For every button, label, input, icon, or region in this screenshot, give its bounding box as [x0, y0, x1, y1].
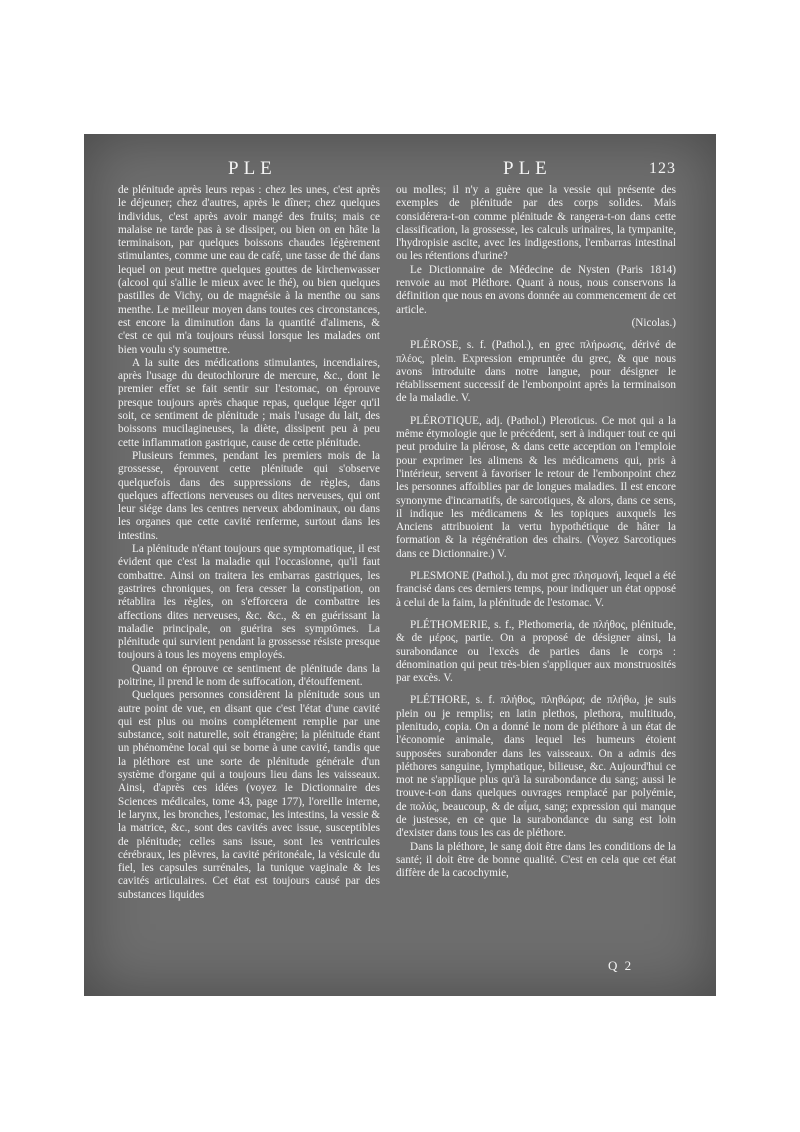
paragraph: Quand on éprouve ce sentiment de plénitude dans la poitrine, il prend le nom de suffocation, d'étouffement.	[118, 662, 380, 688]
paragraph: de plénitude après leurs repas : chez les unes, c'est après le déjeuner; chez d'autres, après le dîner; chez quelques individus, c'est après avoir mangé des fruits; mais ce malaise ne tarde pas à se dissiper, ou bien on en hâte la terminaison, par quelques boissons chaudes légèrement stimulantes, comme une eau de café, une tasse de thé dans lequel on peut mettre quelques gouttes de kirchenwasser (alcool qui s'allie le mieux avec le thé), ou bien quelques pastilles de Vichy, ou de magnésie à la menthe ou sans menthe. Le meilleur moyen dans toutes ces circonstances, est encore la diminution dans la quantité d'alimens, & c'est ce qui m'a toujours réussi lorsque les malades ont bien voulu s'y soumettre.	[118, 184, 380, 356]
paragraph: Dans la pléthore, le sang doit être dans les conditions de la santé; il doit être de bonne qualité. C'est en cela que cet état diffère de la cacochymie,	[396, 840, 676, 880]
paragraph: ou molles; il n'y a guère que la vessie qui présente des exemples de plénitude par des corps solides. Mais considérera-t-on comme plénitude & rangera-t-on dans cette classification, la grossesse, les calculs urinaires, la tympanite, l'hydropisie ascite, avec les indigestions, l'embarras intestinal ou les rétentions d'urine?	[396, 184, 676, 263]
entry-plerotique: PLÉROTIQUE, adj. (Pathol.) Pleroticus. Ce mot qui a la même étymologie que le précédent, sert à indiquer tout ce qui peut produire la plérose, & dans cette acception on l'emploie pour exprimer les alimens & les médicamens qui, pris à l'intérieur, servent à favoriser le retour de l'embonpoint chez les personnes affoiblies par de longues maladies. Il est encore synonyme d'incarnatifs, de sarcotiques, & alors, dans ce sens, il indique les médicamens & les topiques auxquels les Anciens attribuoient la vertu hypothétique de hâter la formation & la régénération des chairs. (Voyez Sarcotiques dans ce Dictionnaire.) V.	[396, 414, 676, 560]
left-column	[118, 184, 380, 902]
paragraph: Plusieurs femmes, pendant les premiers mois de la grossesse, éprouvent cette plénitude qui s'observe quelquefois dans des suppressions de règles, dans quelques affections nerveuses ou dites nerveuses, qui ont leur siége dans les centres nerveux abdominaux, ou dans les organes que cette cavité renferme, surtout dans les intestins.	[118, 449, 380, 542]
paragraph: La plénitude n'étant toujours que symptomatique, il est évident que c'est la maladie qui l'occasionne, qu'il faut combattre. Ainsi on traitera les embarras gastriques, les gastrires chroniques, on fera cesser la constipation, on rétablira les règles, on s'efforcera de combattre les affections dites nerveuses, &c. &c., & en guérissant la maladie principale, on guérira ses symptômes. La plénitude qui survient pendant la grossesse résiste presque toujours à tous les moyens employés.	[118, 543, 380, 662]
right-column	[396, 184, 676, 881]
paragraph: Quelques personnes considèrent la plénitude sous un autre point de vue, en disant que c'est l'état d'une cavité qui est plus ou moins complétement remplie par une substance, soit naturelle, soit étrangère; la plénitude étant un phénomène local qui se borne à une cavité, tandis que la pléthore est une sorte de plénitude générale d'un système d'organe qui a toujours lieu dans les vaisseaux. Ainsi, d'après ces idées (voyez le Dictionnaire des Sciences médicales, tome 43, page 177), l'oreille interne, le larynx, les bronches, l'estomac, les intestins, la vessie & la matrice, &c., sont des cavités avec issue, susceptibles de plénitude; celles sans issue, sont les ventricules cérébraux, les plèvres, la cavité péritonéale, la vésicule du fiel, les capsules surrénales, la tunique vaginale & les cavités articulaires. Cet état est toujours causé par des substances liquides	[118, 689, 380, 901]
page-number: 123	[649, 160, 676, 177]
signature-mark: Q 2	[608, 958, 634, 973]
entry-plethomerie: PLÉTHOMERIE, s. f., Plethomeria, de πλήθος, plénitude, & de μέρος, partie. On a proposé de désigner ainsi, la surabondance ou l'excès de parties dans le corps : dénomination qui peut très-bien s'appliquer aux monstruosités par excès. V.	[396, 618, 676, 685]
entry-plerose: PLÉROSE, s. f. (Pathol.), en grec πλήρωσις, dérivé de πλέος, plein. Expression empruntée du grec, & que nous avons introduite dans notre langue, pour désigner le rétablissement successif de l'embonpoint après la terminaison de la maladie. V.	[396, 339, 676, 405]
paragraph: Le Dictionnaire de Médecine de Nysten (Paris 1814) renvoie au mot Pléthore. Quant à nous, nous conservons la définition que nous en avons donnée au commencement de cet article.	[396, 263, 676, 316]
entry-plethore: PLÉTHORE, s. f. πλήθος, πληθώρα; de πλήθω, je suis plein ou je remplis; en latin plethos, plethora, multitudo, plenitudo, copia. On a donné le nom de pléthore à un état de l'économie animale, dans lequel les humeurs étoient supposées surabonder dans les vaisseaux. On a admis des pléthores sanguine, lymphatique, bilieuse, &c. Aujourd'hui ce mot ne s'applique plus qu'à la surabondance du sang; aussi le trouve-t-on dans quelques ouvrages remplacé par polyémie, de πολύς, beaucoup, & de αἷμα, sang; expression qui manque de justesse, en ce que la surabondance du sang est loin d'exister dans tous les cas de pléthore.	[396, 694, 676, 840]
paragraph: A la suite des médications stimulantes, incendiaires, après l'usage du deutochlorure de mercure, &c., dont le premier effet se fait sentir sur l'estomac, on éprouve presque toujours après chaque repas, quelque léger qu'il soit, ce sentiment de plénitude ; mais l'usage du lait, des boissons mucilagineuses, la diète, dissipent peu à peu cette inflammation gastrique, cause de cette plénitude.	[118, 356, 380, 449]
entry-plesmone: PLESMONE (Pathol.), du mot grec πλησμονή, lequel a été francisé dans ces derniers temps, pour indiquer un état opposé à celui de la faim, la plénitude de l'estomac. V.	[396, 570, 676, 609]
dictionary-page	[118, 158, 678, 978]
running-header	[118, 158, 678, 180]
author-signature: (Nicolas.)	[631, 316, 676, 329]
header-right-word: PLE	[503, 158, 552, 179]
header-left-word: PLE	[228, 158, 277, 179]
